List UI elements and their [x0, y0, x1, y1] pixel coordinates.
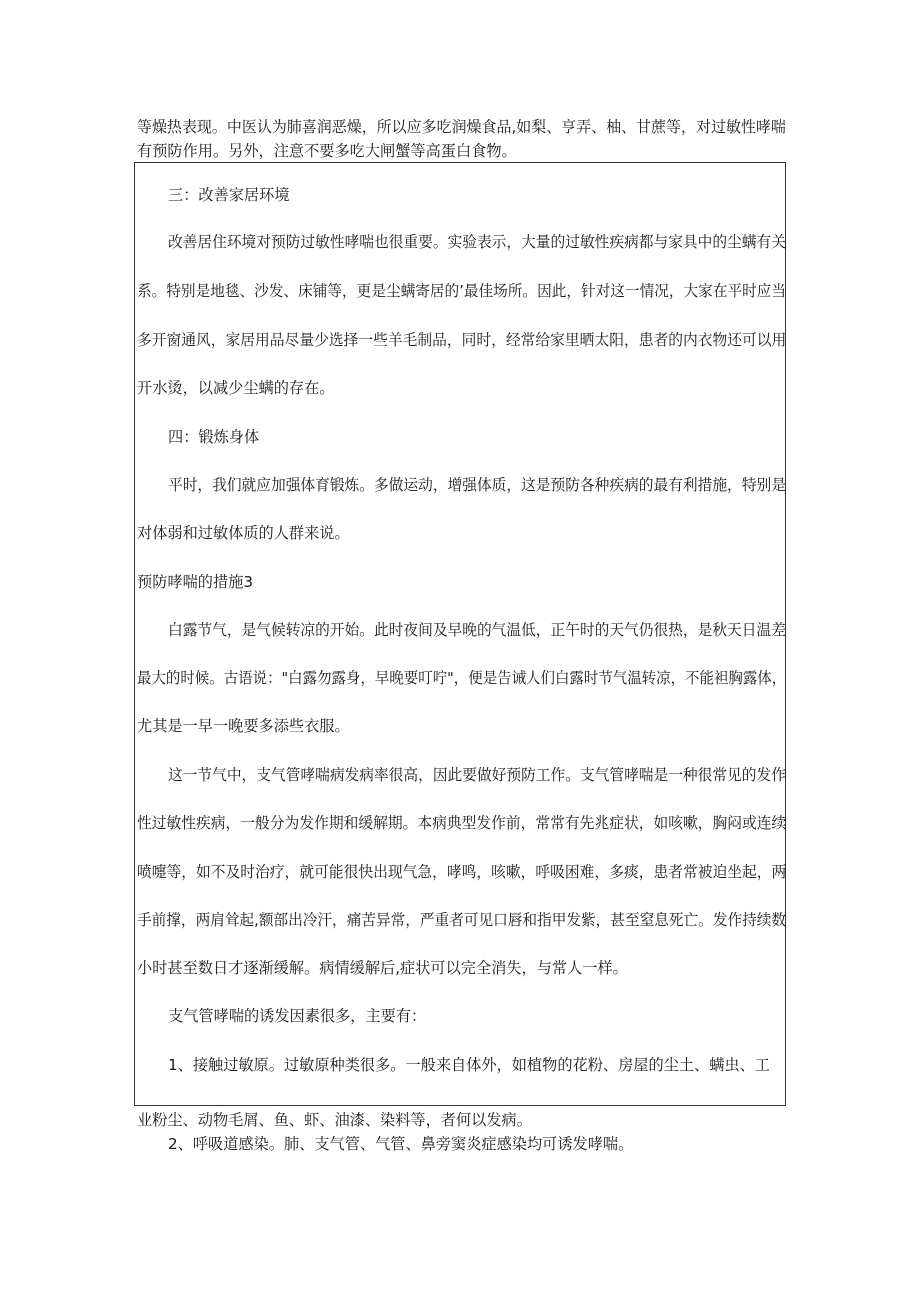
measure-3-para-2-line-1: 这一节气中，支气管哮喘病发病率很高，因此要做好预防工作。支气管哮喘是一种很常见的发作 — [168, 766, 786, 784]
measure-3-title: 预防哮喘的措施3 — [137, 573, 253, 591]
section-3-line-1: 改善居住环境对预防过敏性哮喘也很重要。实验表示，大量的过敏性疾病都与家具中的尘螨有关 — [168, 233, 786, 251]
measure-3-para-2-line-2: 性过敏性疾病，一般分为发作期和缓解期。本病典型发作前，常常有先兆症状，如咳嗽，胸闷或连续 — [137, 814, 787, 832]
section-3-line-2: 系。特别是地毯、沙发、床铺等，更是尘螨寄居的’最佳场所。因此，针对这一情况，大家在平时应当 — [137, 282, 787, 300]
measure-3-para-2-line-4: 手前撑，两肩耸起,额部出冷汗，痛苦异常，严重者可见口唇和指甲发紫，甚至窒息死亡。发作持续数 — [137, 911, 787, 929]
cause-2: 2、呼吸道感染。肺、支气管、气管、鼻旁窦炎症感染均可诱发哮喘。 — [168, 1135, 634, 1153]
cause-1-line-2: 业粉尘、动物毛屑、鱼、虾、油漆、染料等，者何以发病。 — [137, 1111, 532, 1129]
measure-3-para-2-line-5: 小时甚至数日才逐渐缓解。病情缓解后,症状可以完全消失，与常人一样。 — [137, 959, 628, 977]
section-3-line-3: 多开窗通风，家居用品尽量少选择一些羊毛制品，同时，经常给家里晒太阳，患者的内衣物还可以用 — [137, 331, 787, 349]
measure-3-para-1-line-2: 最大的时候。古语说："白露勿露身，早晚要叮咛"，便是告诫人们白露时节气温转凉，不能袒胸露体， — [137, 669, 787, 687]
section-4-heading: 四：锻炼身体 — [168, 428, 260, 446]
measure-3-para-2-line-3: 喷嚏等，如不及时治疗，就可能很快出现气急，哮鸣，咳嗽，呼吸困难，多痰，患者常被迫坐起，两 — [137, 863, 787, 881]
section-4-line-2: 对体弱和过敏体质的人群来说。 — [137, 524, 350, 542]
section-4-line-1: 平时，我们就应加强体育锻炼。多做运动，增强体质，这是预防各种疾病的最有利措施，特别是 — [168, 476, 786, 494]
section-3-line-4: 开水烫，以减少尘螨的存在。 — [137, 379, 335, 397]
cause-1-line-1: 1、接触过敏原。过敏原种类很多。一般来自体外，如植物的花粉、房屋的尘土、螨虫、工 — [168, 1056, 770, 1074]
section-3-heading: 三：改善家居环境 — [168, 186, 290, 204]
measure-3-para-1-line-1: 白露节气，是气候转凉的开始。此时夜间及早晚的气温低，正午时的天气仍很热，是秋天日温差 — [168, 621, 786, 639]
intro-line-1: 等燥热表现。中医认为肺喜润恶燥，所以应多吃润燥食品,如梨、亨弄、柚、甘蔗等，对过敏性哮喘 — [137, 118, 786, 136]
intro-line-2: 有预防作用。另外，注意不要多吃大闸蟹等高蛋白食物。 — [137, 142, 517, 160]
measure-3-para-1-line-3: 尤其是一早一晚要多添些衣服。 — [137, 717, 350, 735]
causes-intro: 支气管哮喘的诱发因素很多，主要有： — [168, 1007, 427, 1025]
